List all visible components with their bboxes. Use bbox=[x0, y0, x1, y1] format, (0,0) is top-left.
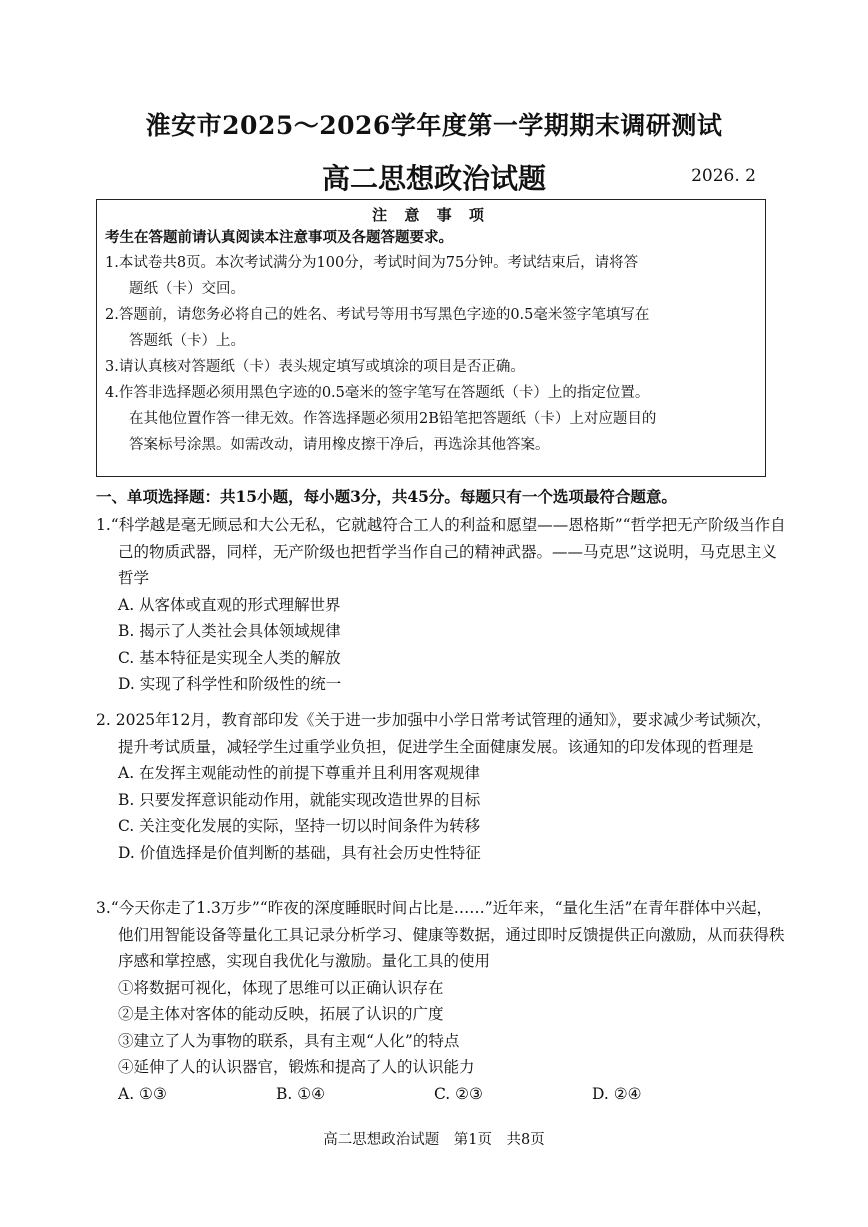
statement-4: ④延伸了人的认识器官，锻炼和提高了人的认识能力 bbox=[118, 1058, 475, 1076]
question-stem: 3.“今天你走了1.3万步”“昨夜的深度睡眠时间占比是……”近年来，“量化生活”在青年群体中兴起，他们用智能设备等量化工具记录分析学习、健康等数据，通过即时反馈提供正向激励，从而获得秩序感和掌控感，实现自我优化与激励。量化工具的使用 bbox=[96, 899, 785, 970]
exam-title: 淮安市2025～2026学年度第一学期期末调研测试 bbox=[145, 111, 723, 140]
notice-item-line: 1.本试卷共8页。本次考试满分为100分，考试时间为75分钟。考试结束后，请将答 bbox=[105, 255, 639, 271]
option-b: B. 揭示了人类社会具体领域规律 bbox=[118, 622, 341, 640]
section-heading: 一、单项选择题：共15小题，每小题3分，共45分。每题只有一个选项最符合题意。 bbox=[96, 487, 677, 506]
notice-item-3 bbox=[105, 354, 757, 380]
question-stem: 2. 2025年12月，教育部印发《关于进一步加强中小学日常考试管理的通知》，要求减少考试频次，提升考试质量，减轻学生过重学业负担，促进学生全面健康发展。该通知的印发体现的哲理是 bbox=[96, 711, 772, 756]
notice-item-line: 2.答题前，请您务必将自己的姓名、考试号等用书写黑色字迹的0.5毫米签字笔填写在 bbox=[105, 307, 650, 323]
choice-c: C. ②③ bbox=[434, 1084, 483, 1103]
statement-1: ①将数据可视化，体现了思维可以正确认识存在 bbox=[118, 978, 444, 997]
notice-item-line: 答题纸（卡）上。 bbox=[129, 333, 245, 349]
option-c: C. 关注变化发展的实际，坚持一切以时间条件为转移 bbox=[118, 817, 481, 835]
notice-item-line: 答案标号涂黑。如需改动，请用橡皮擦干净后，再选涂其他答案。 bbox=[129, 437, 550, 453]
choice-a: A. ①③ bbox=[118, 1084, 167, 1103]
question-2 bbox=[96, 707, 786, 866]
question-3 bbox=[96, 895, 786, 1107]
statement-2: ②是主体对客体的能动反映，拓展了认识的广度 bbox=[118, 1005, 444, 1023]
notice-item-2 bbox=[105, 302, 757, 354]
option-a: A. 在发挥主观能动性的前提下尊重并且利用客观规律 bbox=[118, 764, 481, 782]
option-a: A. 从客体或直观的形式理解世界 bbox=[118, 595, 341, 614]
statement-3: ③建立了人为事物的联系，具有主观“人化”的特点 bbox=[118, 1031, 460, 1050]
notice-item-line: 3.请认真核对答题纸（卡）表头规定填写或填涂的项目是否正确。 bbox=[105, 359, 525, 375]
option-d: D. 价值选择是价值判断的基础，具有社会历史性特征 bbox=[118, 843, 481, 862]
notice-item-4 bbox=[105, 380, 757, 458]
choice-b: B. ①④ bbox=[276, 1084, 326, 1103]
exam-date: 2026. 2 bbox=[691, 166, 756, 186]
question-1 bbox=[96, 512, 786, 698]
notice-item-line: 在其他位置作答一律无效。作答选择题必须用2B铅笔把答题纸（卡）上对应题目的 bbox=[129, 411, 657, 427]
notice-item-line: 4.作答非选择题必须用黑色字迹的0.5毫米的签字笔写在答题纸（卡）上的指定位置。 bbox=[105, 385, 650, 401]
option-d: D. 实现了科学性和阶级性的统一 bbox=[118, 675, 342, 693]
notice-intro: 考生在答题前请认真阅读本注意事项及各题答题要求。 bbox=[105, 229, 453, 246]
exam-subtitle: 高二思想政治试题 bbox=[321, 162, 546, 195]
option-c: C. 基本特征是实现全人类的解放 bbox=[118, 648, 341, 667]
choice-d: D. ②④ bbox=[592, 1084, 642, 1103]
question-stem: 1.“科学越是毫无顾忌和大公无私，它就越符合工人的利益和愿望——恩格斯”“哲学把无产阶级当作自己的物质武器，同样，无产阶级也把哲学当作自己的精神武器。——马克思”这说明，马克思主义哲学 bbox=[96, 516, 786, 587]
page-footer: 高二思想政治试题 第1页 共8页 bbox=[323, 1132, 545, 1148]
choice-row bbox=[96, 1081, 786, 1108]
notice-item-1 bbox=[105, 250, 757, 302]
notice-item-line: 题纸（卡）交回。 bbox=[129, 281, 245, 297]
notice-box bbox=[96, 199, 766, 477]
option-b: B. 只要发挥意识能动作用，就能实现改造世界的目标 bbox=[118, 790, 481, 809]
notice-heading: 注 意 事 项 bbox=[372, 206, 490, 224]
